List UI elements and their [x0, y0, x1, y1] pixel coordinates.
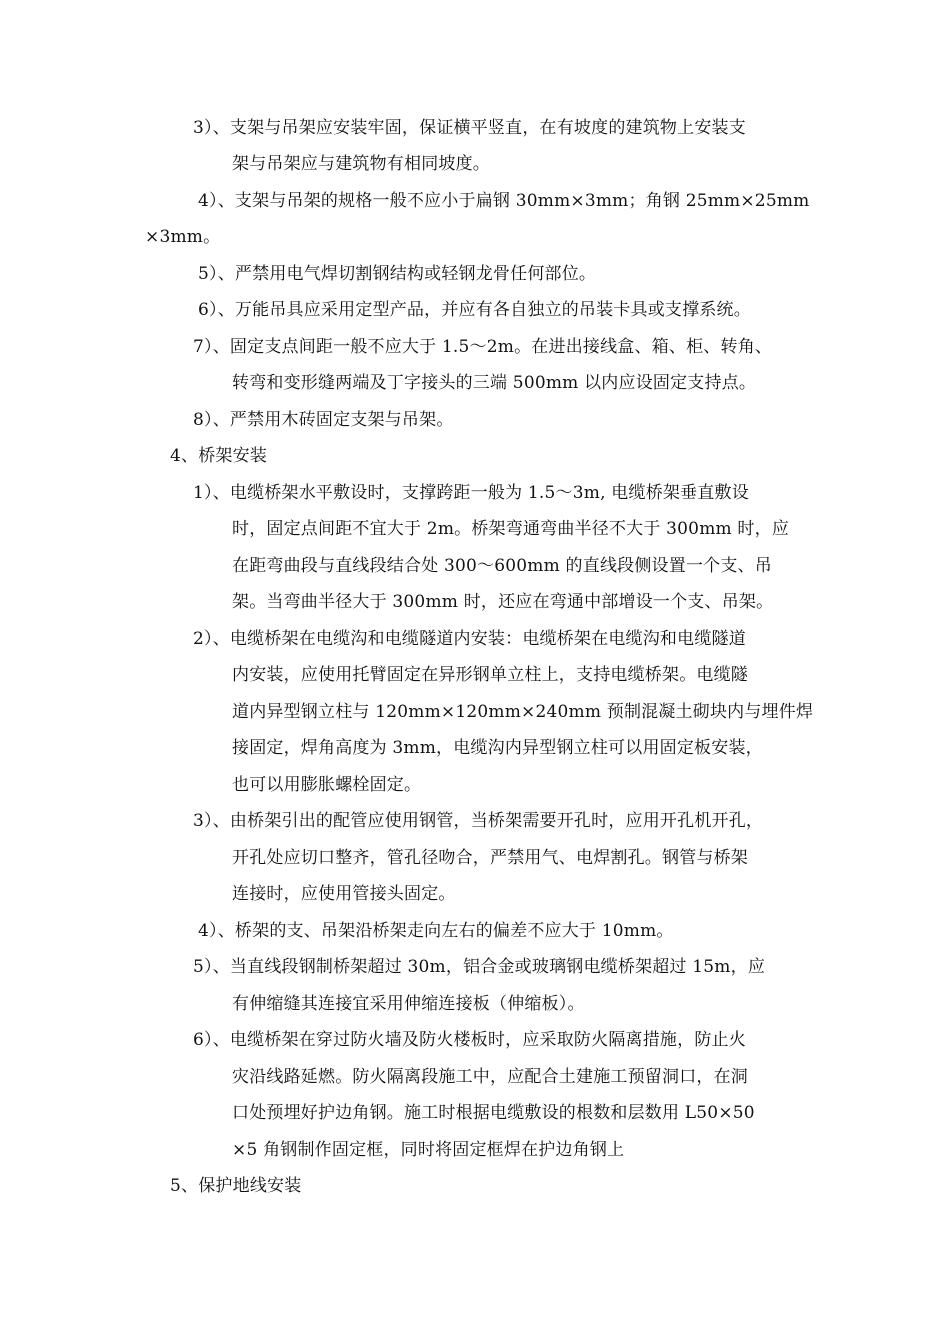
text-line: 3）、支架与吊架应安装牢固，保证横平竖直，在有坡度的建筑物上安装支 [193, 118, 746, 138]
text-line: 时，固定点间距不宜大于 2m。桥架弯通弯曲半径不大于 300mm 时，应 [232, 519, 790, 539]
text-line: 6）、万能吊具应采用定型产品，并应有各自独立的吊装卡具或支撑系统。 [198, 300, 751, 320]
section-heading: 5、保护地线安装 [170, 1176, 302, 1196]
section-heading: 4、桥架安装 [170, 446, 268, 466]
text-line: ×3mm。 [145, 227, 221, 247]
text-line: 内安装，应使用托臂固定在异形钢单立柱上，支持电缆桥架。电缆隧 [232, 665, 748, 685]
text-line: 架。当弯曲半径大于 300mm 时，还应在弯通中部增设一个支、吊架。 [232, 592, 774, 612]
text-line: 8）、严禁用木砖固定支架与吊架。 [193, 410, 454, 430]
text-line: 6）、电缆桥架在穿过防火墙及防火楼板时，应采取防火隔离措施，防止火 [193, 1030, 746, 1050]
text-line: 4）、桥架的支、吊架沿桥架走向左右的偏差不应大于 10mm。 [198, 921, 674, 941]
text-line: 连接时，应使用管接头固定。 [232, 884, 456, 904]
text-line: 道内异型钢立柱与 120mm×120mm×240mm 预制混凝土砌块内与埋件焊 [232, 702, 814, 722]
text-line: 口处预埋好护边角钢。施工时根据电缆敷设的根数和层数用 L50×50 [232, 1103, 755, 1123]
text-line: 5）、当直线段钢制桥架超过 30m，铝合金或玻璃钢电缆桥架超过 15m，应 [193, 957, 766, 977]
text-line: ×5 角钢制作固定框，同时将固定框焊在护边角钢上 [232, 1140, 625, 1160]
text-line: 开孔处应切口整齐，管孔径吻合，严禁用气、电焊割孔。钢管与桥架 [232, 848, 748, 868]
text-line: 有伸缩缝其连接宜采用伸缩连接板（伸缩板）。 [232, 994, 585, 1014]
text-line: 架与吊架应与建筑物有相同坡度。 [232, 154, 490, 174]
text-line: 1）、电缆桥架水平敷设时，支撑跨距一般为 1.5～3m, 电缆桥架垂直敷设 [193, 483, 749, 503]
text-line: 也可以用膨胀螺栓固定。 [232, 775, 422, 795]
text-line: 转弯和变形缝两端及丁字接头的三端 500mm 以内应设固定支持点。 [232, 373, 757, 393]
text-line: 接固定，焊角高度为 3mm，电缆沟内异型钢立柱可以用固定板安装， [232, 738, 763, 758]
text-line: 2）、电缆桥架在电缆沟和电缆隧道内安装：电缆桥架在电缆沟和电缆隧道 [193, 629, 746, 649]
text-line: 在距弯曲段与直线段结合处 300～600mm 的直线段侧设置一个支、吊 [232, 556, 772, 576]
text-line: 4）、支架与吊架的规格一般不应小于扁钢 30mm×3mm；角钢 25mm×25mm [198, 191, 810, 211]
text-line: 5）、严禁用电气焊切割钢结构或轻钢龙骨任何部位。 [198, 264, 597, 284]
text-line: 3）、由桥架引出的配管应使用钢管，当桥架需要开孔时，应用开孔机开孔， [193, 811, 764, 831]
text-line: 7）、固定支点间距一般不应大于 1.5～2m。在进出接线盒、箱、柜、转角、 [193, 337, 773, 357]
text-line: 灾沿线路延燃。防火隔离段施工中，应配合土建施工预留洞口，在洞 [232, 1067, 748, 1087]
